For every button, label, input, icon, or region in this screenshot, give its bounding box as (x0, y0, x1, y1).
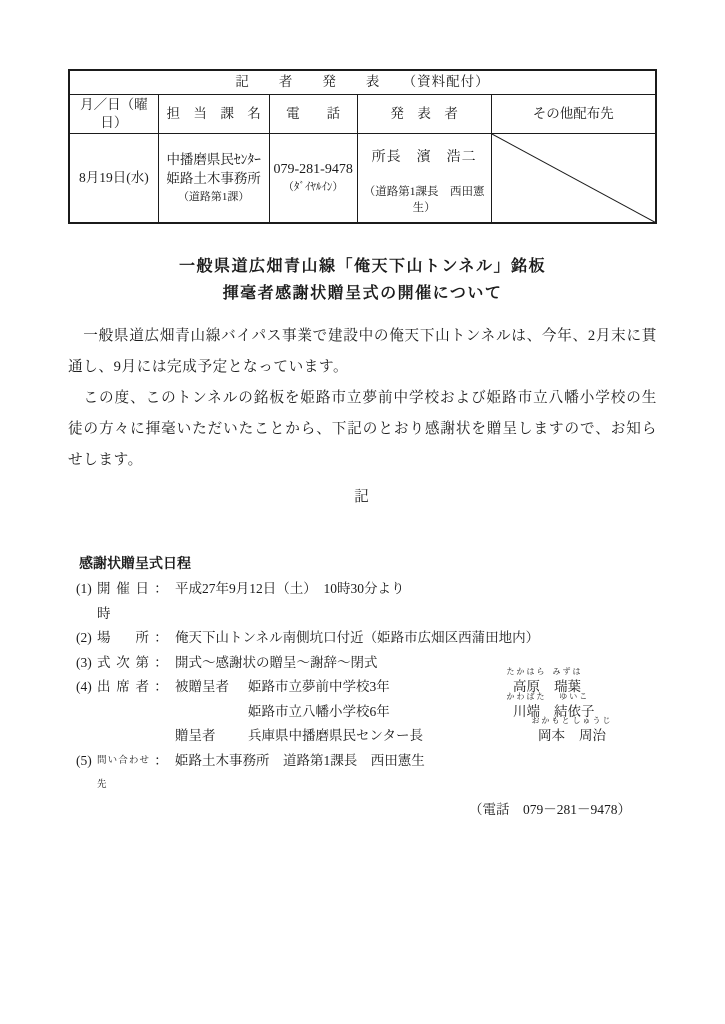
item-label: 開催日時 (97, 581, 149, 621)
presenter-cell (357, 133, 491, 223)
date-cell: 8月19日(水) (69, 133, 158, 223)
document-title-line1: 一般県道広畑青山線「俺天下山トンネル」銘板 (178, 258, 547, 276)
given-name-furigana: みずは (552, 667, 583, 677)
item-colon: ： (154, 581, 168, 597)
attendee-role: 贈呈者 (175, 728, 216, 744)
item-content: 俺天下山トンネル南側坑口付近（姫路市広畑区西蒲田地内） (175, 630, 540, 646)
table-title-row (69, 70, 656, 94)
item-number: (5) (76, 752, 92, 768)
attendee-role (175, 700, 248, 725)
document-title-line2: 揮毫者感謝状贈呈式の開催について (222, 285, 503, 303)
department-cell (158, 133, 269, 223)
surname-furigana: たかはら (506, 667, 547, 677)
press-conference-table (68, 69, 657, 224)
given-name-furigana: しゅうじ (572, 716, 613, 726)
given-name-text: 結依子 (554, 703, 595, 719)
surname-text: 高原 (513, 679, 540, 695)
ki-separator: 記 (354, 489, 371, 506)
surname-furigana: おかもと (531, 716, 572, 726)
item-colon: ： (154, 679, 168, 695)
other-distribution-cell (491, 133, 656, 223)
item-label: 問い合わせ先 (97, 755, 149, 791)
surname-text: 岡本 (538, 728, 565, 744)
presenter-name: 所長 濱 浩二 (371, 150, 477, 166)
diagonal-line (492, 134, 655, 223)
table-header-row (69, 94, 656, 133)
given-name-text: 周治 (579, 728, 606, 744)
given-name-furigana: ゆいこ (559, 691, 590, 701)
presenter-sub: （道路第1課長 西田憲生） (363, 186, 485, 214)
item-number: (3) (76, 654, 92, 670)
table-title: 記 者 発 表 （資料配付） (69, 70, 656, 94)
attendee-affiliation: 兵庫県中播磨県民センター長 (248, 728, 423, 744)
item-colon: ： (154, 752, 168, 768)
header-phone: 電 話 (269, 94, 357, 133)
attendees-block (175, 667, 613, 749)
header-other-distribution: その他配布先 (491, 94, 656, 133)
item-label: 場所 (97, 630, 149, 646)
item-number: (2) (76, 630, 92, 646)
department-line3: （道路第1課） (177, 190, 250, 203)
phone-note: （ﾀﾞｲﾔﾙｲﾝ） (282, 181, 344, 194)
header-date: 月／日（曜日） (69, 94, 158, 133)
item-content: 開式～感謝状の贈呈～謝辞～閉式 (175, 654, 378, 670)
attendee-role: 被贈呈者 (175, 679, 229, 695)
phone-cell (269, 133, 357, 223)
contact-phone-line: （電話 079－281－9478） (469, 801, 631, 817)
schedule-heading: 感謝状贈呈式日程 (79, 555, 191, 572)
item-colon: ： (154, 654, 168, 670)
schedule-section (68, 551, 657, 822)
item-label: 式次第 (97, 654, 149, 670)
attendee-affiliation: 姫路市立八幡小学校6年 (248, 703, 390, 719)
attendee-given-name (572, 716, 613, 749)
document-title (68, 253, 657, 307)
department-line1: 中播磨県民ｾﾝﾀｰ (166, 151, 261, 167)
schedule-item-place (68, 626, 657, 651)
department-line2: 姫路土木事務所 (166, 170, 261, 186)
body-paragraphs (68, 321, 657, 476)
item-label: 出席者 (97, 679, 149, 695)
header-department: 担 当 課 名 (158, 94, 269, 133)
attendee-surname (531, 716, 572, 749)
schedule-items (68, 577, 657, 822)
attendee-affiliation: 姫路市立夢前中学校3年 (248, 679, 390, 695)
attendee-row (175, 716, 613, 749)
item-number: (1) (76, 581, 92, 597)
phone-number: 079-281-9478 (273, 162, 353, 178)
item-content: 姫路土木事務所 道路第1課長 西田憲生 (175, 752, 425, 768)
surname-text: 川端 (513, 703, 540, 719)
header-presenter: 発 表 者 (357, 94, 491, 133)
item-number: (4) (76, 679, 92, 695)
item-content: 平成27年9月12日（土） 10時30分より (175, 581, 405, 597)
document-content (68, 69, 657, 822)
schedule-item-datetime (68, 577, 657, 626)
schedule-item-attendees (68, 667, 657, 749)
item-colon: ： (154, 630, 168, 646)
given-name-text: 瑞葉 (554, 679, 581, 695)
surname-furigana: かわばた (506, 691, 547, 701)
table-data-row (69, 133, 656, 223)
paragraph-1: 一般県道広畑青山線バイパス事業で建設中の俺天下山トンネルは、今年、2月末に貫通し、9月には完成予定となっています。 (68, 328, 657, 376)
paragraph-2: この度、このトンネルの銘板を姫路市立夢前中学校および姫路市立八幡小学校の生徒の方々に揮毫いただいたことから、下記のとおり感謝状を贈呈しますので、お知らせします。 (68, 390, 657, 469)
schedule-item-contact (68, 749, 657, 798)
